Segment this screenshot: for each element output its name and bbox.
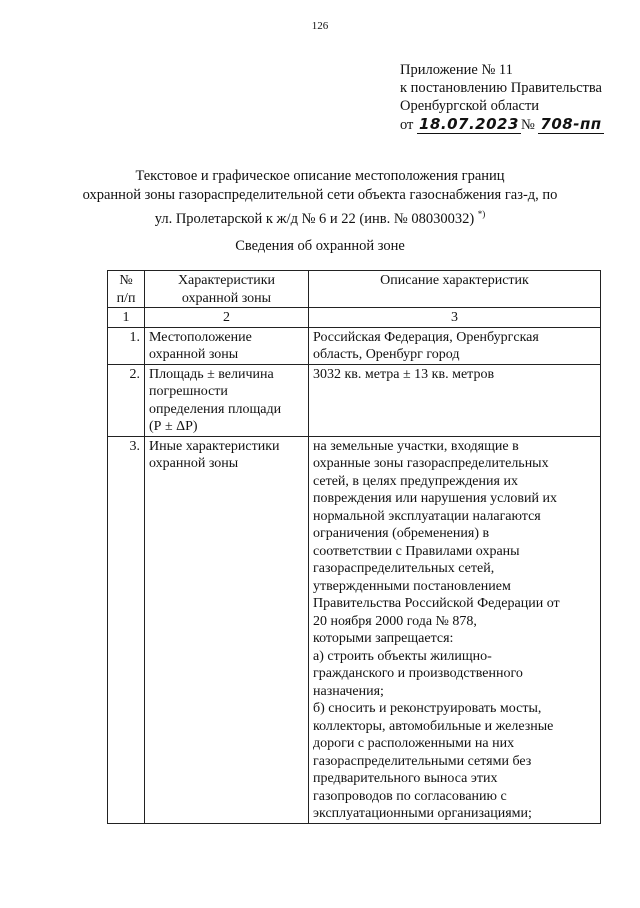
description-line: б) сносить и реконструировать мосты, [313,701,542,716]
description-line: газораспределительных сетей, [313,561,495,576]
description-line: сетей, в целях предупреждения их [313,473,518,489]
protection-zone-table [107,270,601,824]
table-index-row [108,308,601,328]
row-number: 1. [108,327,145,364]
title-line-3-text: ул. Пролетарской к ж/д № 6 и 22 (инв. № 08030032) [154,210,475,227]
description-line: соответствии с Правилами охраны [313,543,520,559]
table-row [108,436,601,823]
characteristic-line: (Р ± ΔР) [149,419,198,434]
handwritten-number: 708-пп [540,115,602,133]
table-header-row [108,271,601,308]
description-line: 3032 кв. метра ± 13 кв. метров [313,366,495,382]
row-description [309,327,601,364]
table-row [108,364,601,436]
characteristic-line: определения площади [149,401,282,417]
header-num: № п/п [108,271,145,308]
description-line: область, Оренбург город [313,347,460,362]
index-cell: 3 [309,308,601,328]
number-sign: № [520,117,535,133]
appendix-header [400,61,604,134]
characteristic-line: Площадь ± величина [149,366,274,382]
description-line: повреждения или нарушения условий их [313,491,557,506]
title-line-2: охранной зоны газораспределительной сети объекта газоснабжения газ-д, по [82,187,558,203]
description-line: эксплуатационными организациями; [313,806,532,821]
date-prefix: от [400,117,414,133]
index-cell: 2 [145,308,309,328]
row-characteristic [145,436,309,823]
handwritten-date: 18.07.2023 [419,115,519,133]
row-characteristic [145,364,309,436]
title-line-3 [80,205,560,229]
description-line: которыми запрещается: [313,631,454,646]
description-line: нормальной эксплуатации налагаются [313,508,541,524]
row-number: 3. [108,436,145,823]
description-line: охранные зоны газораспределительных [313,456,549,471]
characteristic-line: Местоположение [149,329,252,345]
description-line: газопроводов по согласованию с [313,788,507,804]
appendix-region: Оренбургской области [400,98,540,114]
row-description [309,436,601,823]
description-line: 20 ноября 2000 года № 878, [313,613,477,629]
description-line: на земельные участки, входящие в [313,438,519,454]
row-number: 2. [108,364,145,436]
index-cell: 1 [108,308,145,328]
title-line-1: Текстовое и графическое описание местоположения границ [135,168,505,184]
description-line: коллекторы, автомобильные и железные [313,718,554,734]
document-title [80,167,560,229]
footnote-mark: *) [477,209,486,219]
description-line: утвержденными постановлением [313,578,511,594]
description-line: Правительства Российской Федерации от [313,596,560,611]
appendix-decree: к постановлению Правительства [400,80,602,96]
description-line: а) строить объекты жилищно- [313,648,492,664]
row-description [309,364,601,436]
characteristic-line: охранной зоны [149,456,239,471]
appendix-date-line [400,115,604,134]
characteristic-line: погрешности [149,384,228,399]
characteristic-line: охранной зоны [149,347,239,362]
description-line: Российская Федерация, Оренбургская [313,329,539,345]
header-description: Описание характеристик [309,271,601,308]
section-title: Сведения об охранной зоне [235,238,405,254]
row-characteristic [145,327,309,364]
description-line: предварительного выноса этих [313,771,498,786]
description-line: дороги с расположенными на них [313,736,515,751]
description-line: гражданского и производственного [313,666,523,681]
description-line: назначения; [313,683,384,699]
table-row [108,327,601,364]
description-line: ограничения (обременения) в [313,526,490,541]
appendix-number: Приложение № 11 [400,62,513,78]
header-characteristics: Характеристики охранной зоны [145,271,309,308]
characteristic-line: Иные характеристики [149,438,280,454]
table-body [108,327,601,823]
page-number: 126 [311,20,329,32]
description-line: газораспределительными сетями без [313,753,532,769]
